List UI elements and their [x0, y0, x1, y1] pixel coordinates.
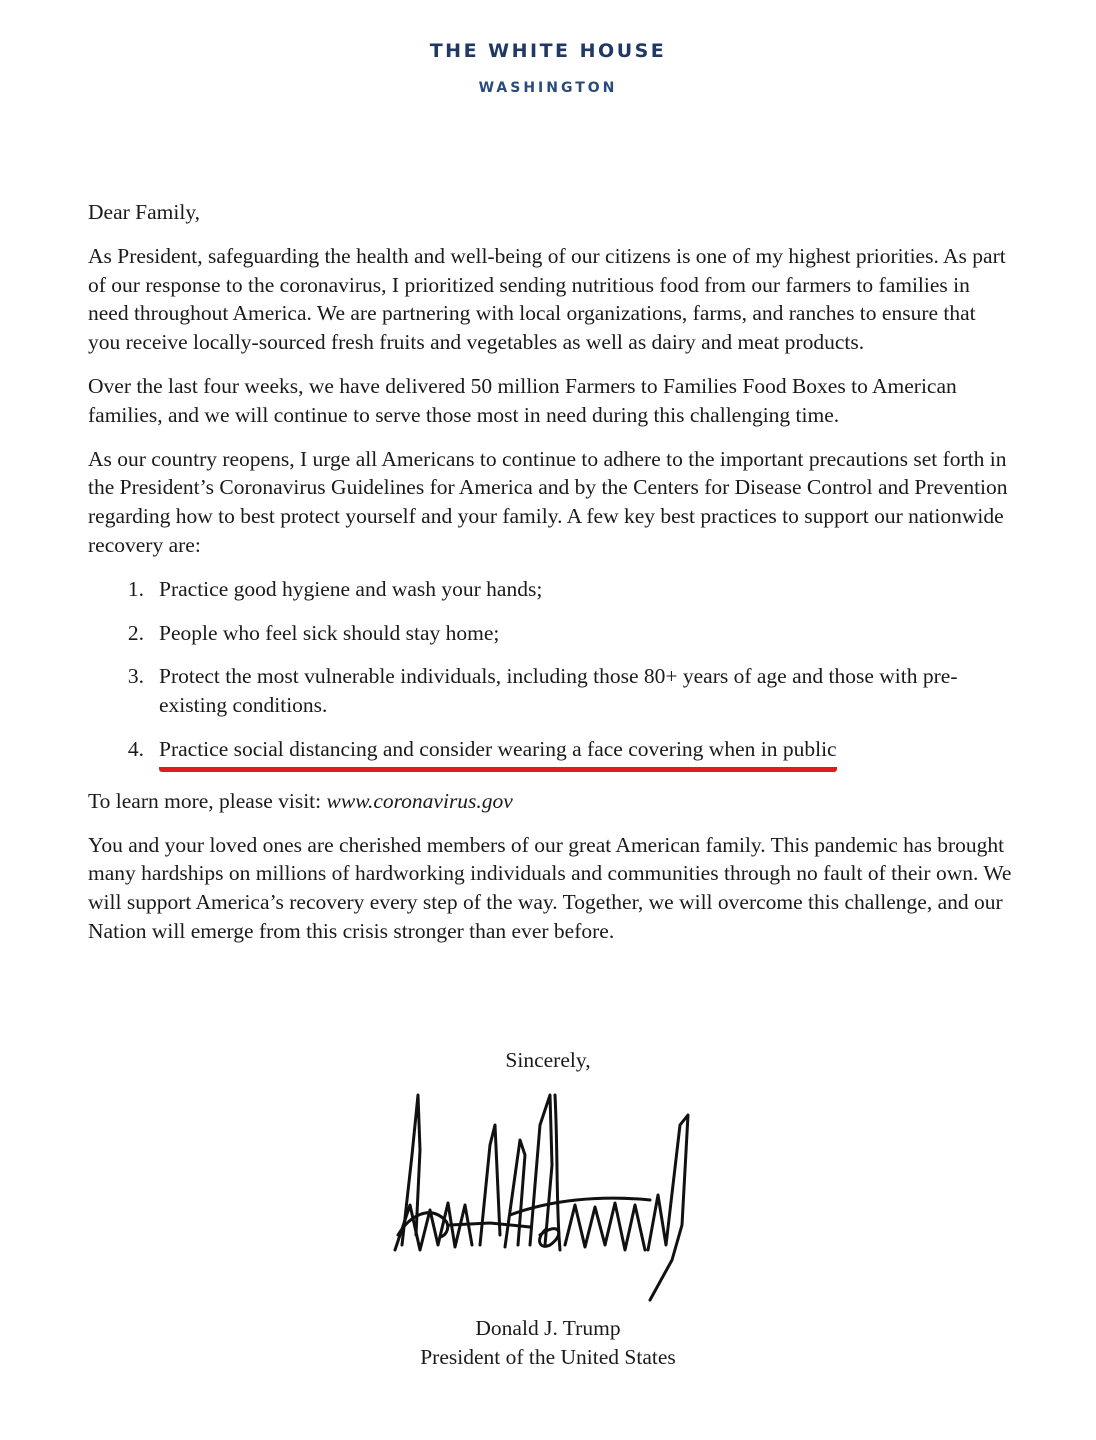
list-item-number: 2. — [127, 620, 144, 645]
signature-image — [390, 1085, 710, 1310]
paragraph-priorities: As President, safeguarding the health and well-being of our citizens is one of my highest priorities. As part of our response to the coronavirus, I prioritized sending nutritious food from our farmers to families in need throughout America. We are partnering with local organizations, farms, and ranches to ensure that you receive locally-sourced fresh fruits and vegetables as well as dairy and meat products. — [88, 243, 1006, 355]
paragraph-food-boxes: Over the last four weeks, we have delivered 50 million Farmers to Families Food Boxes to American families, and we will continue to serve those most in need during this challenging time. — [88, 373, 957, 427]
list-item-text: Practice good hygiene and wash your hands; — [159, 576, 543, 601]
learn-more-label: To learn more, please visit: — [88, 788, 327, 813]
letter-body — [88, 198, 1013, 961]
list-item-number: 4. — [127, 736, 144, 761]
learn-more-url: www.coronavirus.gov — [326, 788, 513, 813]
paragraph-precautions: As our country reopens, I urge all Americans to continue to adhere to the important precautions set forth in the President’s Coronavirus Guidelines for America and by the Centers for Disease Control and Prevention regarding how to best protect yourself and your family. A few key best practices to support our nationwide recovery are: — [88, 446, 1008, 557]
letterhead-subtitle: WASHINGTON — [478, 80, 618, 96]
list-item-number: 1. — [127, 576, 144, 601]
list-item-text: Protect the most vulnerable individuals, including those 80+ years of age and those with pre-existing conditions. — [159, 664, 958, 718]
closing-salutation: Sincerely, — [505, 1048, 591, 1072]
paragraph-closing: You and your loved ones are cherished members of our great American family. This pandemic has brought many hardships on millions of hardworking individuals and communities through no fault of their own. We will support America’s recovery every step of the way. Together, we will overcome this challenge, and our Nation will emerge from this crisis stronger than ever before. — [88, 832, 1012, 943]
signer-name: Donald J. Trump — [475, 1316, 621, 1340]
signer-title: President of the United States — [420, 1345, 676, 1369]
list-item — [88, 575, 1013, 604]
practices-list — [88, 575, 1013, 772]
list-item-text: People who feel sick should stay home; — [159, 620, 500, 645]
list-item — [88, 662, 1013, 720]
list-item — [88, 619, 1013, 648]
list-item-number: 3. — [127, 664, 144, 689]
greeting: Dear Family, — [88, 200, 201, 224]
list-item — [88, 735, 1013, 772]
signer-block — [0, 1314, 1096, 1372]
letterhead-title: THE WHITE HOUSE — [429, 40, 667, 62]
underlined-practice-text: Practice social distancing and consider wearing a face covering when in public — [159, 735, 837, 772]
learn-more-line — [88, 787, 1013, 816]
